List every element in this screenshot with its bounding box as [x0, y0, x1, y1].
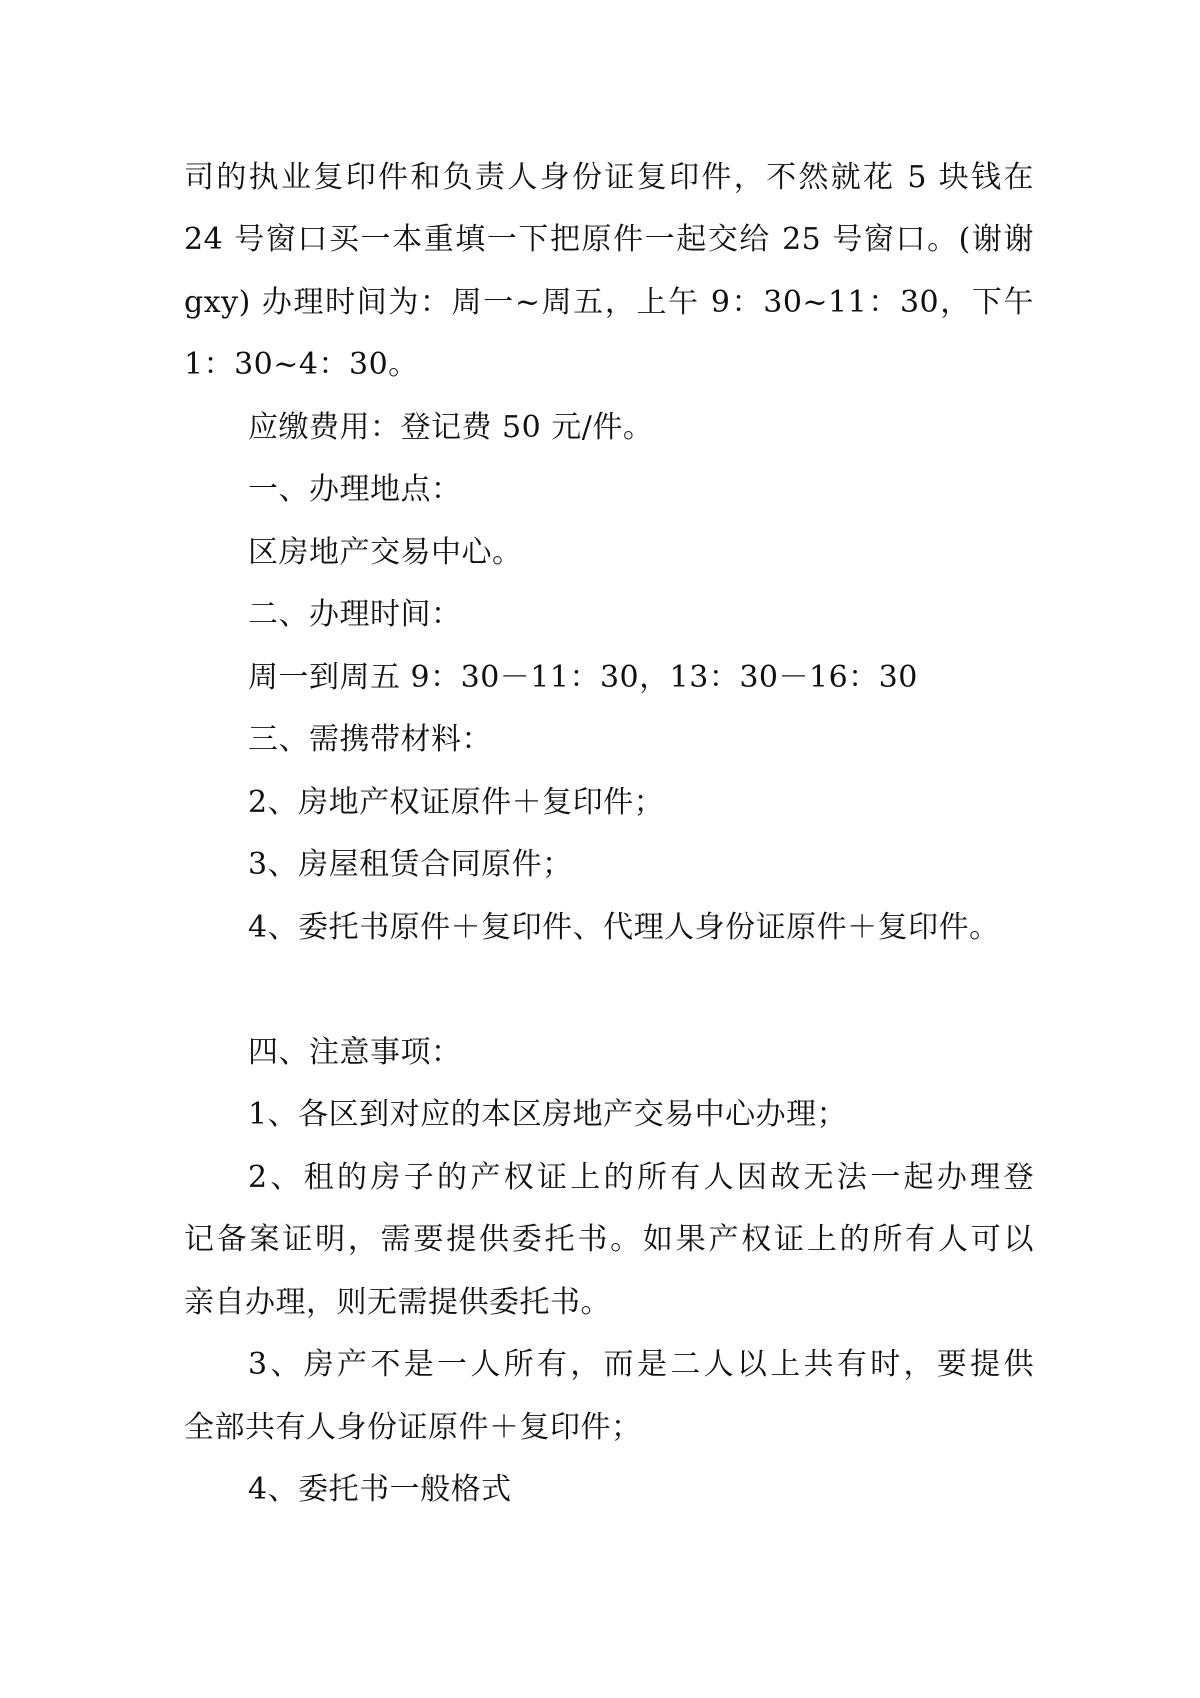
hours-text: 周一到周五 9：30－11：30，13：30－16：30 — [248, 660, 918, 695]
note-item: 2、租的房子的产权证上的所有人因故无法一起办理登 — [248, 1160, 1034, 1195]
material-item: 4、委托书原件＋复印件、代理人身份证原件＋复印件。 — [248, 910, 1000, 945]
section-heading-notes: 四、注意事项： — [248, 1035, 462, 1070]
paragraph-line: 司的执业复印件和负责人身份证复印件，不然就花 5 块钱在 — [184, 160, 1034, 195]
section-heading-location: 一、办理地点： — [248, 472, 462, 507]
section-heading-hours: 二、办理时间： — [248, 597, 462, 632]
location-text: 区房地产交易中心。 — [248, 535, 523, 570]
fee-line: 应缴费用：登记费 50 元/件。 — [248, 410, 654, 445]
note-item-continued: 全部共有人身份证原件＋复印件； — [184, 1410, 642, 1445]
note-item: 3、房产不是一人所有，而是二人以上共有时，要提供 — [248, 1347, 1034, 1382]
note-item: 1、各区到对应的本区房地产交易中心办理； — [248, 1097, 848, 1132]
section-heading-materials: 三、需携带材料： — [248, 722, 492, 757]
material-item: 2、房地产权证原件＋复印件； — [248, 785, 665, 820]
note-item: 4、委托书一般格式 — [248, 1472, 512, 1507]
note-item-continued: 记备案证明，需要提供委托书。如果产权证上的所有人可以 — [184, 1222, 1034, 1257]
paragraph-line: 1：30~4：30。 — [184, 347, 419, 382]
paragraph-line: 24 号窗口买一本重填一下把原件一起交给 25 号窗口。(谢谢 — [184, 222, 1034, 257]
note-item-continued: 亲自办理，则无需提供委托书。 — [184, 1285, 611, 1320]
material-item: 3、房屋租赁合同原件； — [248, 847, 573, 882]
paragraph-line: gxy) 办理时间为：周一~周五，上午 9：30~11：30，下午 — [184, 285, 1034, 320]
